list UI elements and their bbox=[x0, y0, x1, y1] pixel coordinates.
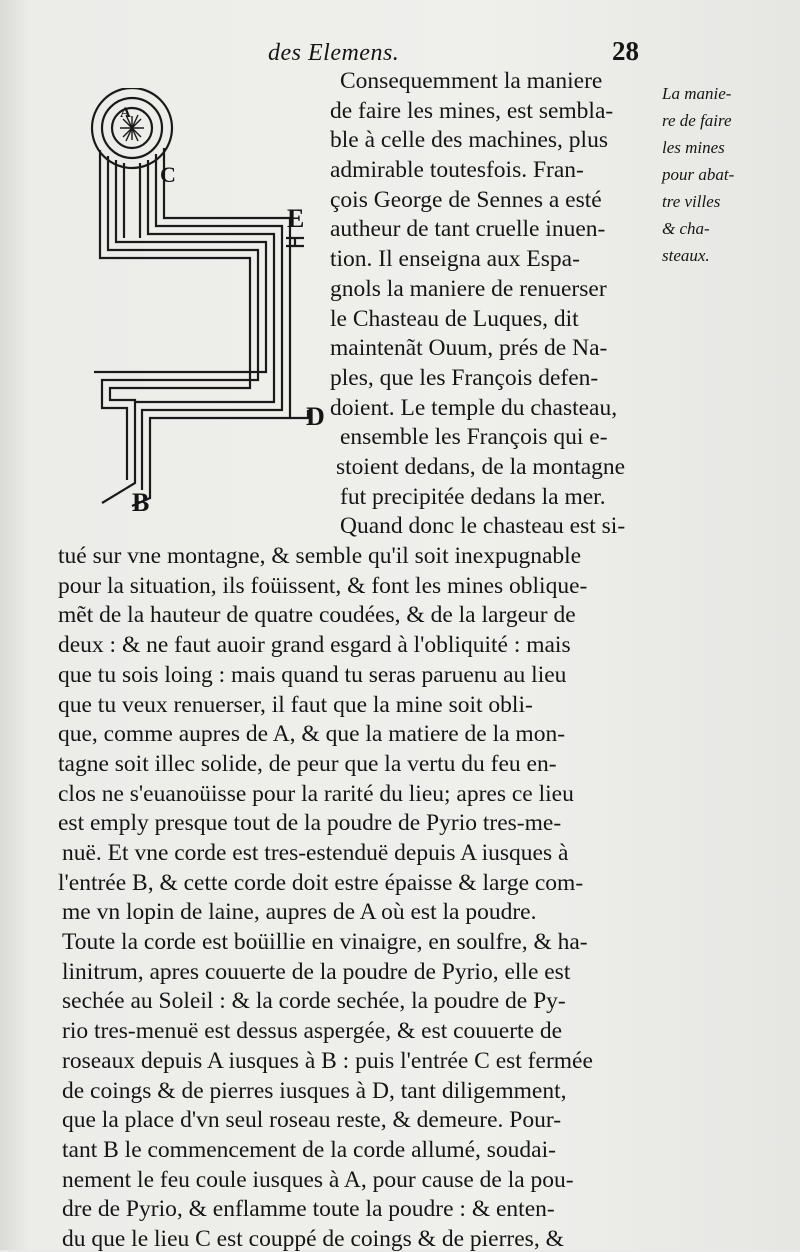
text-line: l'entrée B, & cette corde doit estre épaisse & large com- bbox=[58, 869, 584, 896]
text-line: tant B le commencement de la corde allumé, soudai- bbox=[62, 1136, 556, 1163]
text-line: est emply presque tout de la poudre de Pyrio tres-me- bbox=[58, 810, 562, 837]
text-line: tagne soit illec solide, de peur que la vertu du feu en- bbox=[58, 750, 557, 777]
text-line: de faire les mines, est sembla- bbox=[330, 97, 614, 124]
text-line: fut precipitée dedans la mer. bbox=[340, 483, 606, 510]
text-line: ble à celle des machines, plus bbox=[330, 127, 608, 154]
text-line: maintenãt Ouum, prés de Na- bbox=[330, 335, 608, 362]
text-line: que, comme aupres de A, & que la matiere de la mon- bbox=[58, 721, 566, 748]
text-line: Consequemment la maniere bbox=[340, 68, 603, 94]
text-line: gnols la maniere de renuerser bbox=[330, 275, 607, 302]
margin-note-line: re de faire bbox=[662, 111, 732, 130]
margin-note-line: & cha- bbox=[662, 219, 710, 238]
label-c: C bbox=[160, 162, 176, 187]
label-d: D bbox=[306, 402, 325, 431]
label-b: B bbox=[132, 488, 150, 517]
text-line: deux : & ne faut auoir grand esgard à l'obliquité : mais bbox=[58, 632, 571, 659]
text-line: nement le feu coule iusques à A, pour cause de la pou- bbox=[62, 1166, 574, 1193]
margin-note-line: tre villes bbox=[662, 192, 721, 211]
text-line: me vn lopin de laine, aupres de A où est la poudre. bbox=[62, 899, 537, 926]
text-line: mẽt de la hauteur de quatre coudées, & de la largeur de bbox=[58, 602, 576, 629]
text-line: de coings & de pierres iusques à D, tant diligemment, bbox=[62, 1077, 567, 1104]
text-line: rio tres-menuë est dessus aspergée, & est couuerte de bbox=[62, 1018, 563, 1045]
text-line: que tu sois loing : mais quand tu seras paruenu au lieu bbox=[58, 661, 567, 688]
text-line: ples, que les François defen- bbox=[330, 364, 599, 391]
text-line: doient. Le temple du chasteau, bbox=[330, 394, 618, 421]
margin-note-line: La manie- bbox=[662, 84, 732, 103]
text-line: nuë. Et vne corde est tres-estenduë depuis A iusques à bbox=[62, 840, 569, 866]
margin-note-line: steaux. bbox=[662, 246, 710, 265]
page-number: 28 bbox=[612, 36, 639, 66]
margin-note-line: les mines bbox=[662, 138, 725, 157]
text-line: Quand donc le chasteau est si- bbox=[340, 513, 626, 540]
text-line: tué sur vne montagne, & semble qu'il soit inexpugnable bbox=[58, 543, 582, 570]
text-line: du que le lieu C est couppé de coings & de pierres, & bbox=[62, 1226, 564, 1252]
text-line: stoient dedans, de la montagne bbox=[336, 454, 626, 480]
text-line: que tu veux renuerser, il faut que la mine soit obli- bbox=[58, 691, 533, 718]
margin-note-line: pour abat- bbox=[662, 165, 735, 184]
text-line: dre de Pyrio, & enflamme toute la poudre : & enten- bbox=[62, 1196, 555, 1223]
label-a: A bbox=[120, 105, 131, 121]
text-line: admirable toutesfois. Fran- bbox=[330, 157, 584, 184]
text-line: ensemble les François qui e- bbox=[340, 424, 608, 451]
text-line: que la place d'vn seul roseau reste, & demeure. Pour- bbox=[62, 1107, 562, 1134]
text-line: çois George de Sennes a esté bbox=[330, 186, 602, 213]
text-line: sechée au Soleil : & la corde sechée, la poudre de Py- bbox=[62, 988, 566, 1015]
text-line: le Chasteau de Luques, dit bbox=[330, 305, 579, 332]
text-line: Toute la corde est boüillie en vinaigre, en soulfre, & ha- bbox=[62, 929, 588, 956]
text-line: linitrum, apres couuerte de la poudre de Pyrio, elle est bbox=[62, 958, 571, 985]
text-line: tion. Il enseigna aux Espa- bbox=[330, 246, 580, 273]
text-line: pour la situation, ils foüissent, & font les mines oblique- bbox=[58, 572, 588, 599]
label-e: E bbox=[287, 204, 305, 233]
text-line: clos ne s'euanoüisse pour la rarité du lieu; apres ce lieu bbox=[58, 780, 574, 807]
running-head: des Elemens. bbox=[268, 40, 400, 66]
text-line: roseaux depuis A iusques à B : puis l'entrée C est fermée bbox=[62, 1047, 593, 1074]
text-line: autheur de tant cruelle inuen- bbox=[330, 216, 606, 243]
